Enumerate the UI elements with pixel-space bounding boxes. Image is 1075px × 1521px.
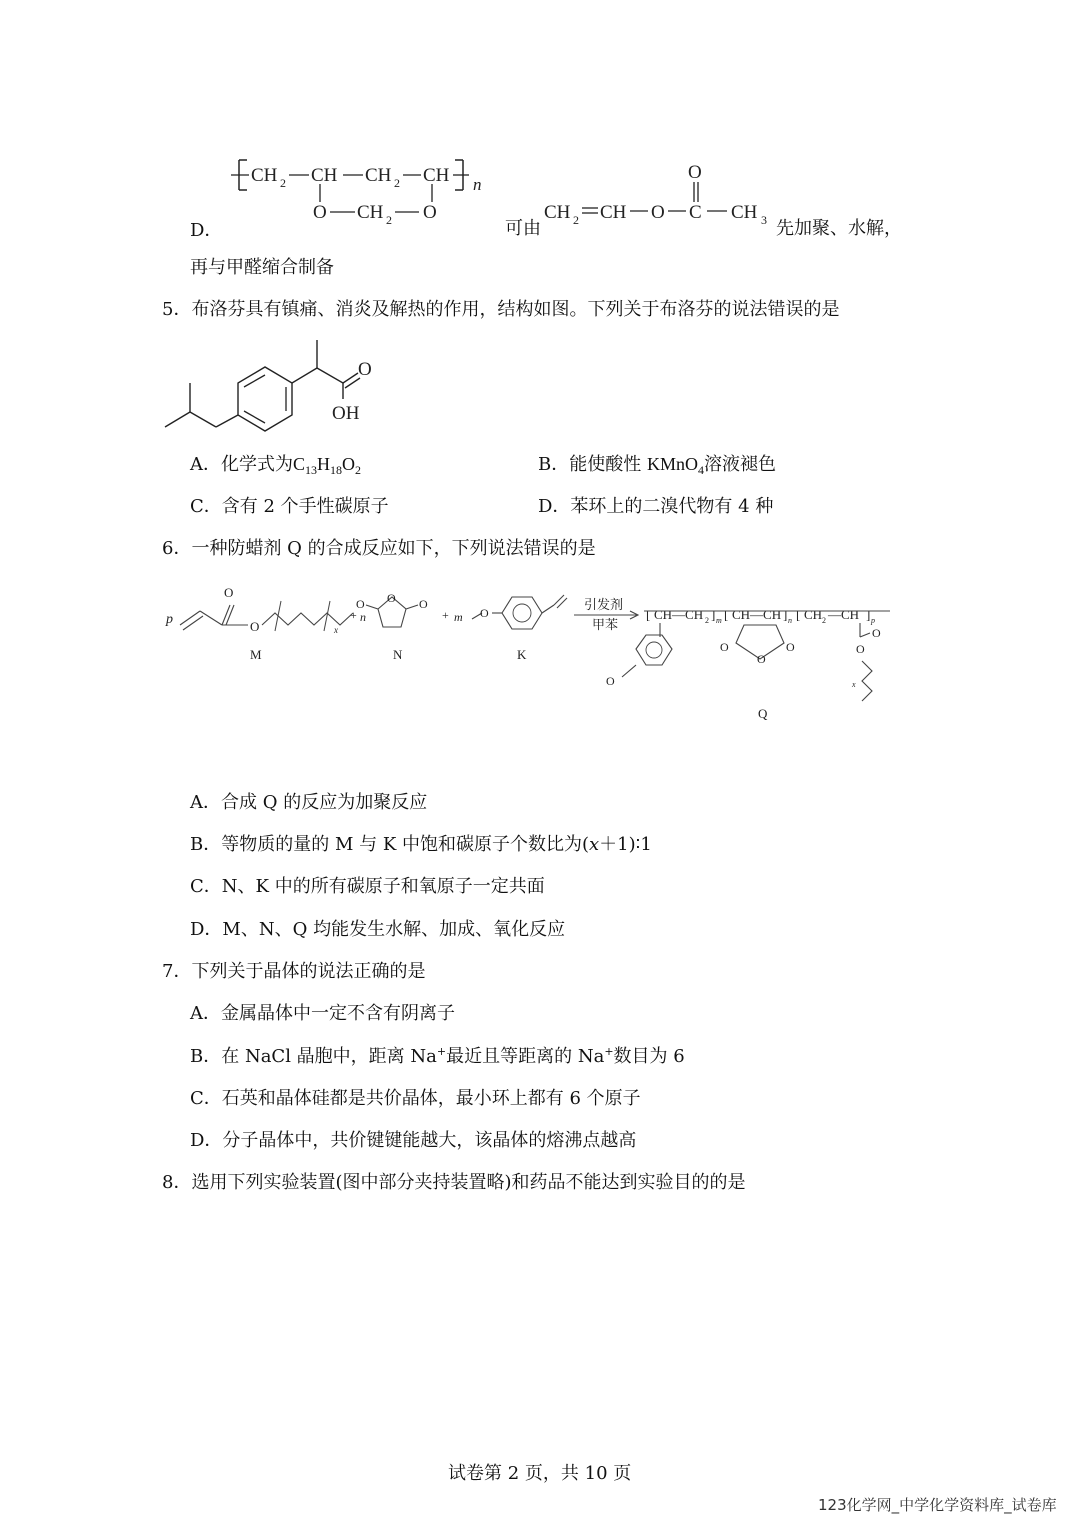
q4-d-tail-text: 先加聚、水解， (776, 218, 902, 239)
svg-text:[: [ (646, 607, 651, 622)
svg-text:O: O (480, 606, 489, 620)
svg-text:CH: CH (423, 165, 450, 186)
vinyl-acetate-structure (544, 160, 776, 232)
svg-text:[: [ (796, 607, 801, 622)
svg-text:]: ] (783, 607, 788, 622)
q6-option-c: C．N、K 中的所有碳原子和氧原子一定共面 (190, 876, 545, 897)
svg-text:3: 3 (761, 213, 767, 227)
q5-option-c: C．含有 2 个手性碳原子 (190, 496, 389, 517)
svg-text:CH: CH (251, 165, 278, 186)
svg-text:O: O (313, 202, 327, 223)
svg-text:n: n (473, 175, 482, 194)
svg-text:x: x (334, 625, 338, 635)
svg-text:[: [ (724, 607, 729, 622)
svg-text:O: O (250, 619, 260, 634)
svg-text:2: 2 (280, 176, 286, 190)
svg-text:CH: CH (311, 165, 338, 186)
svg-text:O: O (387, 591, 396, 605)
q4-d-continuation: 再与甲醛缩合制备 (190, 257, 334, 278)
q7-stem: 7．下列关于晶体的说法正确的是 (162, 961, 426, 982)
svg-text:O: O (419, 597, 428, 611)
svg-text:CH: CH (357, 202, 384, 223)
svg-text:O: O (757, 652, 766, 666)
svg-text:O: O (356, 597, 365, 611)
polymerization-scheme (160, 575, 920, 725)
q7-option-d: D．分子晶体中，共价键键能越大，该晶体的熔沸点越高 (190, 1130, 637, 1151)
svg-text:CH: CH (365, 165, 392, 186)
ibuprofen-structure (160, 335, 385, 435)
svg-text:O: O (856, 642, 865, 656)
svg-text:O: O (606, 674, 615, 688)
coef-m: m (454, 610, 463, 624)
svg-text:O: O (358, 359, 372, 380)
svg-text:]: ] (866, 607, 871, 622)
label-q: Q (758, 706, 768, 721)
svg-text:O: O (872, 626, 881, 640)
svg-text:—CH: —CH (828, 607, 860, 622)
q4-d-label: D． (190, 220, 223, 241)
svg-text:CH: CH (544, 202, 571, 223)
svg-text:2: 2 (394, 176, 400, 190)
svg-text:m: m (716, 616, 722, 625)
svg-text:C: C (689, 202, 702, 223)
svg-text:CH: CH (600, 202, 627, 223)
svg-text:O: O (651, 202, 665, 223)
q7-option-a: A．金属晶体中一定不含有阴离子 (190, 1003, 455, 1024)
svg-text:CH—CH: CH—CH (732, 607, 782, 622)
svg-text:2: 2 (386, 213, 392, 227)
q5-stem: 5．布洛芬具有镇痛、消炎及解热的作用，结构如图。下列关于布洛芬的说法错误的是 (162, 299, 840, 320)
svg-text:CH: CH (731, 202, 758, 223)
arrow-catalyst: 引发剂 (584, 597, 624, 612)
watermark-text: 123化学网_中学化学资料库_试卷库 (818, 1496, 1057, 1514)
svg-text:]: ] (711, 607, 716, 622)
q6-option-d: D．M、N、Q 均能发生水解、加成、氧化反应 (190, 919, 566, 940)
svg-text:p: p (871, 616, 875, 625)
q8-stem: 8．选用下列实验装置(图中部分夹持装置略)和药品不能达到实验目的的是 (162, 1172, 746, 1193)
svg-text:CH: CH (804, 607, 823, 622)
svg-text:CH—CH: CH—CH (654, 607, 704, 622)
svg-text:O: O (786, 640, 795, 654)
q6-option-a: A．合成 Q 的反应为加聚反应 (190, 792, 428, 813)
svg-text:OH: OH (332, 403, 360, 424)
svg-text:O: O (688, 162, 702, 183)
q5-option-b: B．能使酸性 KMnO$_4$溶液褪色 (538, 454, 776, 477)
svg-text:+: + (350, 608, 357, 622)
svg-text:2: 2 (573, 213, 579, 227)
q7-option-b: B．在 NaCl 晶胞中，距离 Na+最近且等距离的 Na+数目为 6 (190, 1045, 685, 1067)
label-k: K (517, 647, 527, 662)
svg-text:x: x (852, 680, 856, 689)
coef-p: p (166, 612, 173, 627)
svg-text:O: O (224, 585, 234, 600)
label-n: N (393, 647, 403, 662)
q7-option-c: C．石英和晶体硅都是共价晶体，最小环上都有 6 个原子 (190, 1088, 641, 1109)
q6-stem: 6．一种防蜡剂 Q 的合成反应如下，下列说法错误的是 (162, 538, 596, 559)
svg-text:O: O (423, 202, 437, 223)
svg-text:2: 2 (822, 616, 826, 625)
q5-option-d: D．苯环上的二溴代物有 4 种 (538, 496, 774, 517)
q6-option-b: B．等物质的量的 M 与 K 中饱和碳原子个数比为(x＋1)∶1 (190, 834, 652, 855)
svg-text:n: n (788, 616, 792, 625)
label-m: M (250, 647, 262, 662)
q5-option-a: A．化学式为$C_{13}H_{18}O_2$ (190, 454, 362, 477)
page-number: 试卷第 2 页，共 10 页 (448, 1463, 632, 1484)
q4-d-mid-text: 可由 (505, 218, 541, 239)
svg-text:O: O (720, 640, 729, 654)
coef-n: n (360, 610, 366, 624)
arrow-solvent: 甲苯 (592, 617, 619, 632)
svg-text:+: + (442, 608, 449, 622)
polyvinyl-formal-structure (225, 150, 505, 230)
svg-text:2: 2 (705, 616, 709, 625)
